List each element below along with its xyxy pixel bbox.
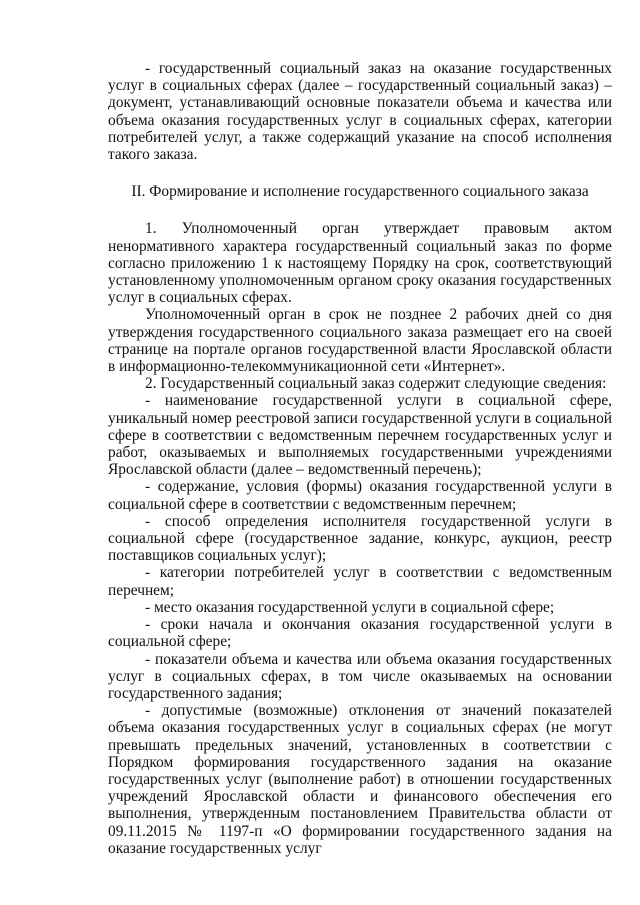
paragraph-publication: Уполномоченный орган в срок не позднее 2 рабочих дней со дня утверждения государственного социального заказа размещает его на своей странице на портале органов государственной власти Ярославской области в информационно-телекоммуникационной сети «Интернет». (108, 306, 612, 376)
paragraph-item-2: 2. Государственный социальный заказ содержит следующие сведения: (145, 375, 607, 393)
list-item-indicators: - показатели объема и качества или объема оказания государственных услуг в социальных сферах, в том числе оказываемых на основании государственного задания; (108, 650, 612, 702)
list-item-consumer-categories: - категории потребителей услуг в соответствии с ведомственным перечнем; (108, 564, 612, 599)
list-item-place: - место оказания государственной услуги в социальной сфере; (145, 598, 555, 616)
paragraph-definition: - государственный социальный заказ на оказание государственных услуг в социальных сферах (далее – государственный социальный заказ) – документ, устанавливающий основные показатели объема и качества или объема оказания государственных услуг в социальных сферах, категории потребителей услуг, а также содержащий указание на способ исполнения такого заказа. (108, 60, 612, 164)
list-item-content-conditions: - содержание, условия (формы) оказания государственной услуги в социальной сфере в соответствии с ведомственным перечнем; (108, 478, 612, 513)
list-item-executor-method: - способ определения исполнителя государственной услуги в социальной сфере (государственное задание, конкурс, аукцион, реестр поставщиков социальных услуг); (108, 512, 612, 565)
list-item-service-name: - наименование государственной услуги в социальной сфере, уникальный номер реестровой записи государственной услуги в социальной сфере в соответствии с ведомственным перечнем государственных услуг и работ, оказываемых и выполняемых государственными учреждениями Ярославской области (далее – ведомственный перечень); (108, 392, 612, 479)
document-page (108, 60, 612, 857)
list-item-deviations: - допустимые (возможные) отклонения от значений показателей объема оказания государственных услуг в социальных сферах (не могут превышать предельных значений, установленных в соответствии с Порядком формирования государственного задания на оказание государственных услуг (выполнение работ) в отношении государственных учреждений Ярославской области и финансового обеспечения его выполнения, утвержденным постановлением Правительства области от 09.11.2015 № 1197-п «О формировании государственного задания на оказание государственных услуг (108, 702, 612, 857)
paragraph-item-1: 1. Уполномоченный орган утверждает правовым актом ненормативного характера государственный социальный заказ по форме согласно приложению 1 к настоящему Порядку на срок, соответствующий установленному уполномоченным органом сроку оказания государственных услуг в социальных сферах. (108, 220, 612, 307)
list-item-terms: - сроки начала и окончания оказания государственной услуги в социальной сфере; (108, 616, 612, 651)
section-heading: II. Формирование и исполнение государственного социального заказа (131, 183, 589, 201)
